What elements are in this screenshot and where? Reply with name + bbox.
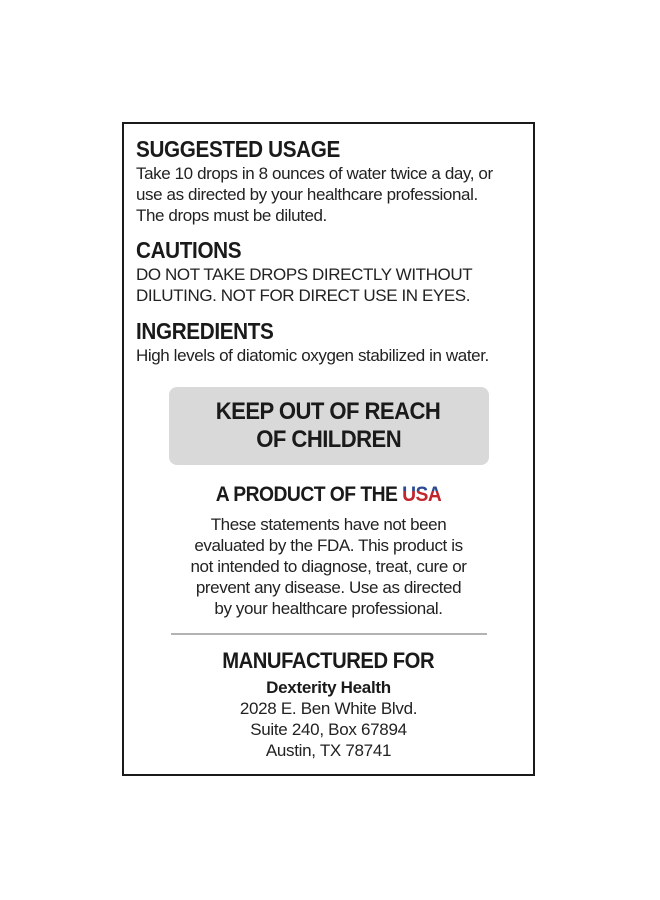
cautions-section <box>136 237 521 306</box>
company-name: Dexterity Health <box>266 678 391 697</box>
fda-line: by your healthcare professional. <box>214 599 443 618</box>
fda-line: These statements have not been <box>210 515 447 534</box>
address-line: Austin, TX 78741 <box>265 741 392 760</box>
fda-disclaimer <box>136 514 521 619</box>
keep-out-of-reach-banner <box>169 387 489 465</box>
suggested-usage-section <box>136 136 521 226</box>
warning-line-2: OF CHILDREN <box>256 426 401 453</box>
company-address <box>136 698 521 761</box>
usage-line: The drops must be diluted. <box>136 206 327 225</box>
cautions-heading: CAUTIONS <box>136 237 242 263</box>
product-origin-prefix: A PRODUCT OF THE <box>215 483 398 506</box>
usage-line: use as directed by your healthcare professional. <box>136 185 478 204</box>
caution-line: DO NOT TAKE DROPS DIRECTLY WITHOUT <box>136 265 473 284</box>
ingredients-text <box>136 345 521 366</box>
manufactured-for-text: MANUFACTURED FOR <box>222 648 435 673</box>
warning-line-1: KEEP OUT OF REACH <box>216 398 441 425</box>
suggested-usage-text <box>136 163 521 226</box>
usa-flag-word: USA <box>402 483 442 506</box>
product-origin <box>136 482 521 508</box>
ingredients-section <box>136 318 521 366</box>
cautions-text <box>136 264 521 306</box>
caution-line: DILUTING. NOT FOR DIRECT USE IN EYES. <box>136 286 471 305</box>
usage-line: Take 10 drops in 8 ounces of water twice a day, or <box>136 164 493 183</box>
fda-line: evaluated by the FDA. This product is <box>194 536 463 555</box>
manufactured-for-heading <box>136 647 521 675</box>
fda-line: prevent any disease. Use as directed <box>195 578 462 597</box>
ingredients-heading: INGREDIENTS <box>136 318 274 344</box>
address-line: Suite 240, Box 67894 <box>250 720 407 739</box>
fda-line: not intended to diagnose, treat, cure or <box>190 557 467 576</box>
address-line: 2028 E. Ben White Blvd. <box>239 699 418 718</box>
ingredient-line: High levels of diatomic oxygen stabilized in water. <box>136 346 489 365</box>
section-divider <box>171 633 487 635</box>
suggested-usage-heading: SUGGESTED USAGE <box>136 136 340 162</box>
product-origin-text <box>216 482 441 508</box>
product-label <box>122 122 535 776</box>
